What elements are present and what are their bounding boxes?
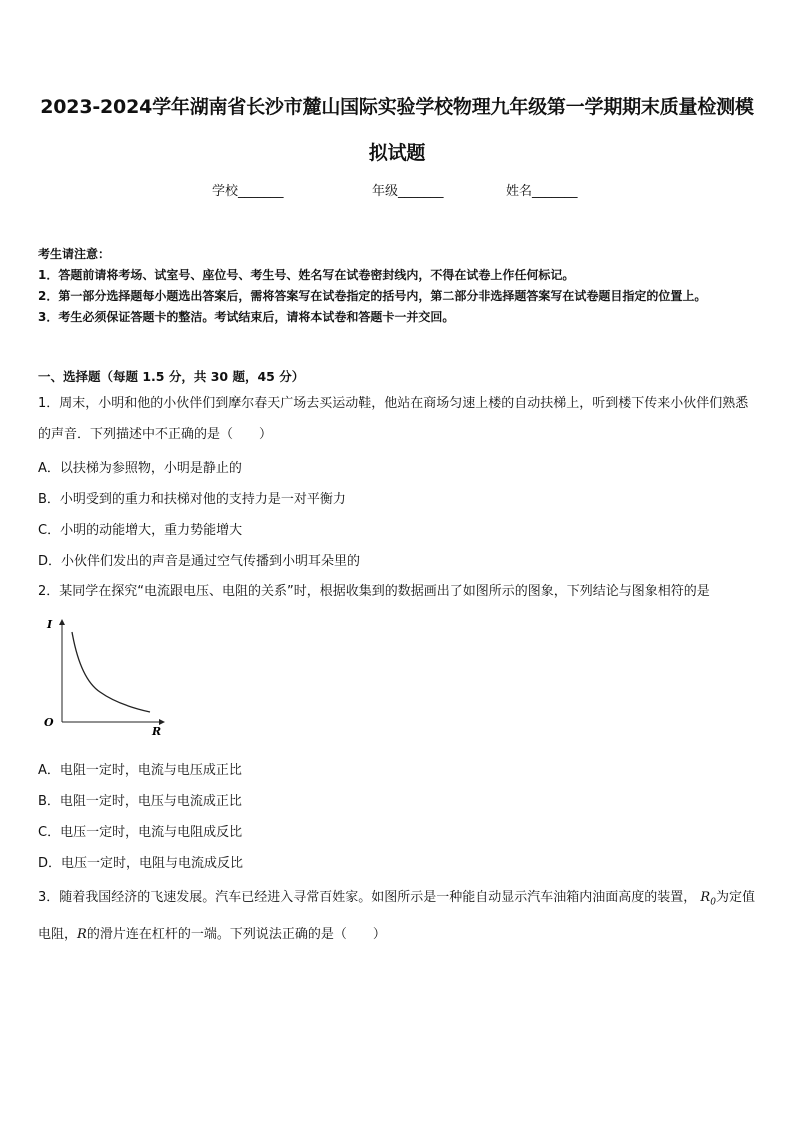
question-1-option-d[interactable]: D．小伙伴们发出的声音是通过空气传播到小明耳朵里的 xyxy=(38,554,361,569)
i-r-graph xyxy=(38,616,178,740)
question-1-option-c[interactable]: C．小明的动能增大，重力势能增大 xyxy=(38,523,243,538)
question-1-stem: 1．周末，小明和他的小伙伴们到摩尔春天广场去买运动鞋，他站在商场匀速上楼的自动扶梯上，听到楼下传来小伙伴们熟悉的声音．下列描述中不正确的是（ ） xyxy=(38,396,749,442)
inverse-curve xyxy=(72,632,150,712)
question-3-text-part3: 的滑片连在杠杆的一端。下列说法正确的是（ ） xyxy=(86,926,386,942)
x-axis-label: R xyxy=(152,725,162,738)
notice-item-1: 1．答题前请将考场、试室号、座位号、考生号、姓名写在试卷密封线内，不得在试卷上作任何标记。 xyxy=(38,268,575,282)
origin-label: O xyxy=(44,716,54,729)
question-1-option-a[interactable]: A．以扶梯为参照物，小明是静止的 xyxy=(38,461,242,476)
question-2-option-a[interactable]: A．电阻一定时，电流与电压成正比 xyxy=(38,763,242,778)
question-3-text-part1: 3．随着我国经济的飞速发展。汽车已经进入寻常百姓家。如图所示是一种能自动显示汽车油箱内油面高度的装置， xyxy=(38,890,697,905)
exam-title: 2023-2024学年湖南省长沙市麓山国际实验学校物理九年级第一学期期末质量检测模拟试题 xyxy=(40,96,754,164)
question-1-option-b[interactable]: B．小明受到的重力和扶梯对他的支持力是一对平衡力 xyxy=(38,492,346,507)
section-heading: 一、选择题（每题 1.5 分，共 30 题，45 分） xyxy=(38,369,305,384)
notice-item-3: 3．考生必须保证答题卡的整洁。考试结束后，请将本试卷和答题卡一并交回。 xyxy=(38,310,455,324)
notice-heading: 考生请注意： xyxy=(38,247,111,261)
r-symbol: R xyxy=(77,926,87,942)
grade-field[interactable]: 年级_______ xyxy=(372,184,444,199)
question-2-option-d[interactable]: D．电压一定时，电阻与电流成反比 xyxy=(38,856,244,871)
school-field[interactable]: 学校_______ xyxy=(212,184,284,199)
question-2-option-b[interactable]: B．电阻一定时，电压与电流成正比 xyxy=(38,794,242,809)
question-2-stem: 2．某同学在探究“电流跟电压、电阻的关系”时，根据收集到的数据画出了如图所示的图象，下列结论与图象相符的是 xyxy=(38,584,710,599)
name-field[interactable]: 姓名_______ xyxy=(506,184,578,199)
question-2-option-c[interactable]: C．电压一定时，电流与电阻成反比 xyxy=(38,825,243,840)
question-3-stem xyxy=(38,882,760,950)
r0-symbol: $R_0$ xyxy=(700,890,716,908)
y-axis-label: I xyxy=(47,618,53,631)
student-info-row xyxy=(0,180,794,200)
notice-block xyxy=(38,244,758,328)
question-3-text-part2: 为定值电阻， xyxy=(38,890,755,942)
notice-item-2: 2．第一部分选择题每小题选出答案后，需将答案写在试卷指定的括号内，第二部分非选择题答案写在试卷题目指定的位置上。 xyxy=(38,289,707,303)
